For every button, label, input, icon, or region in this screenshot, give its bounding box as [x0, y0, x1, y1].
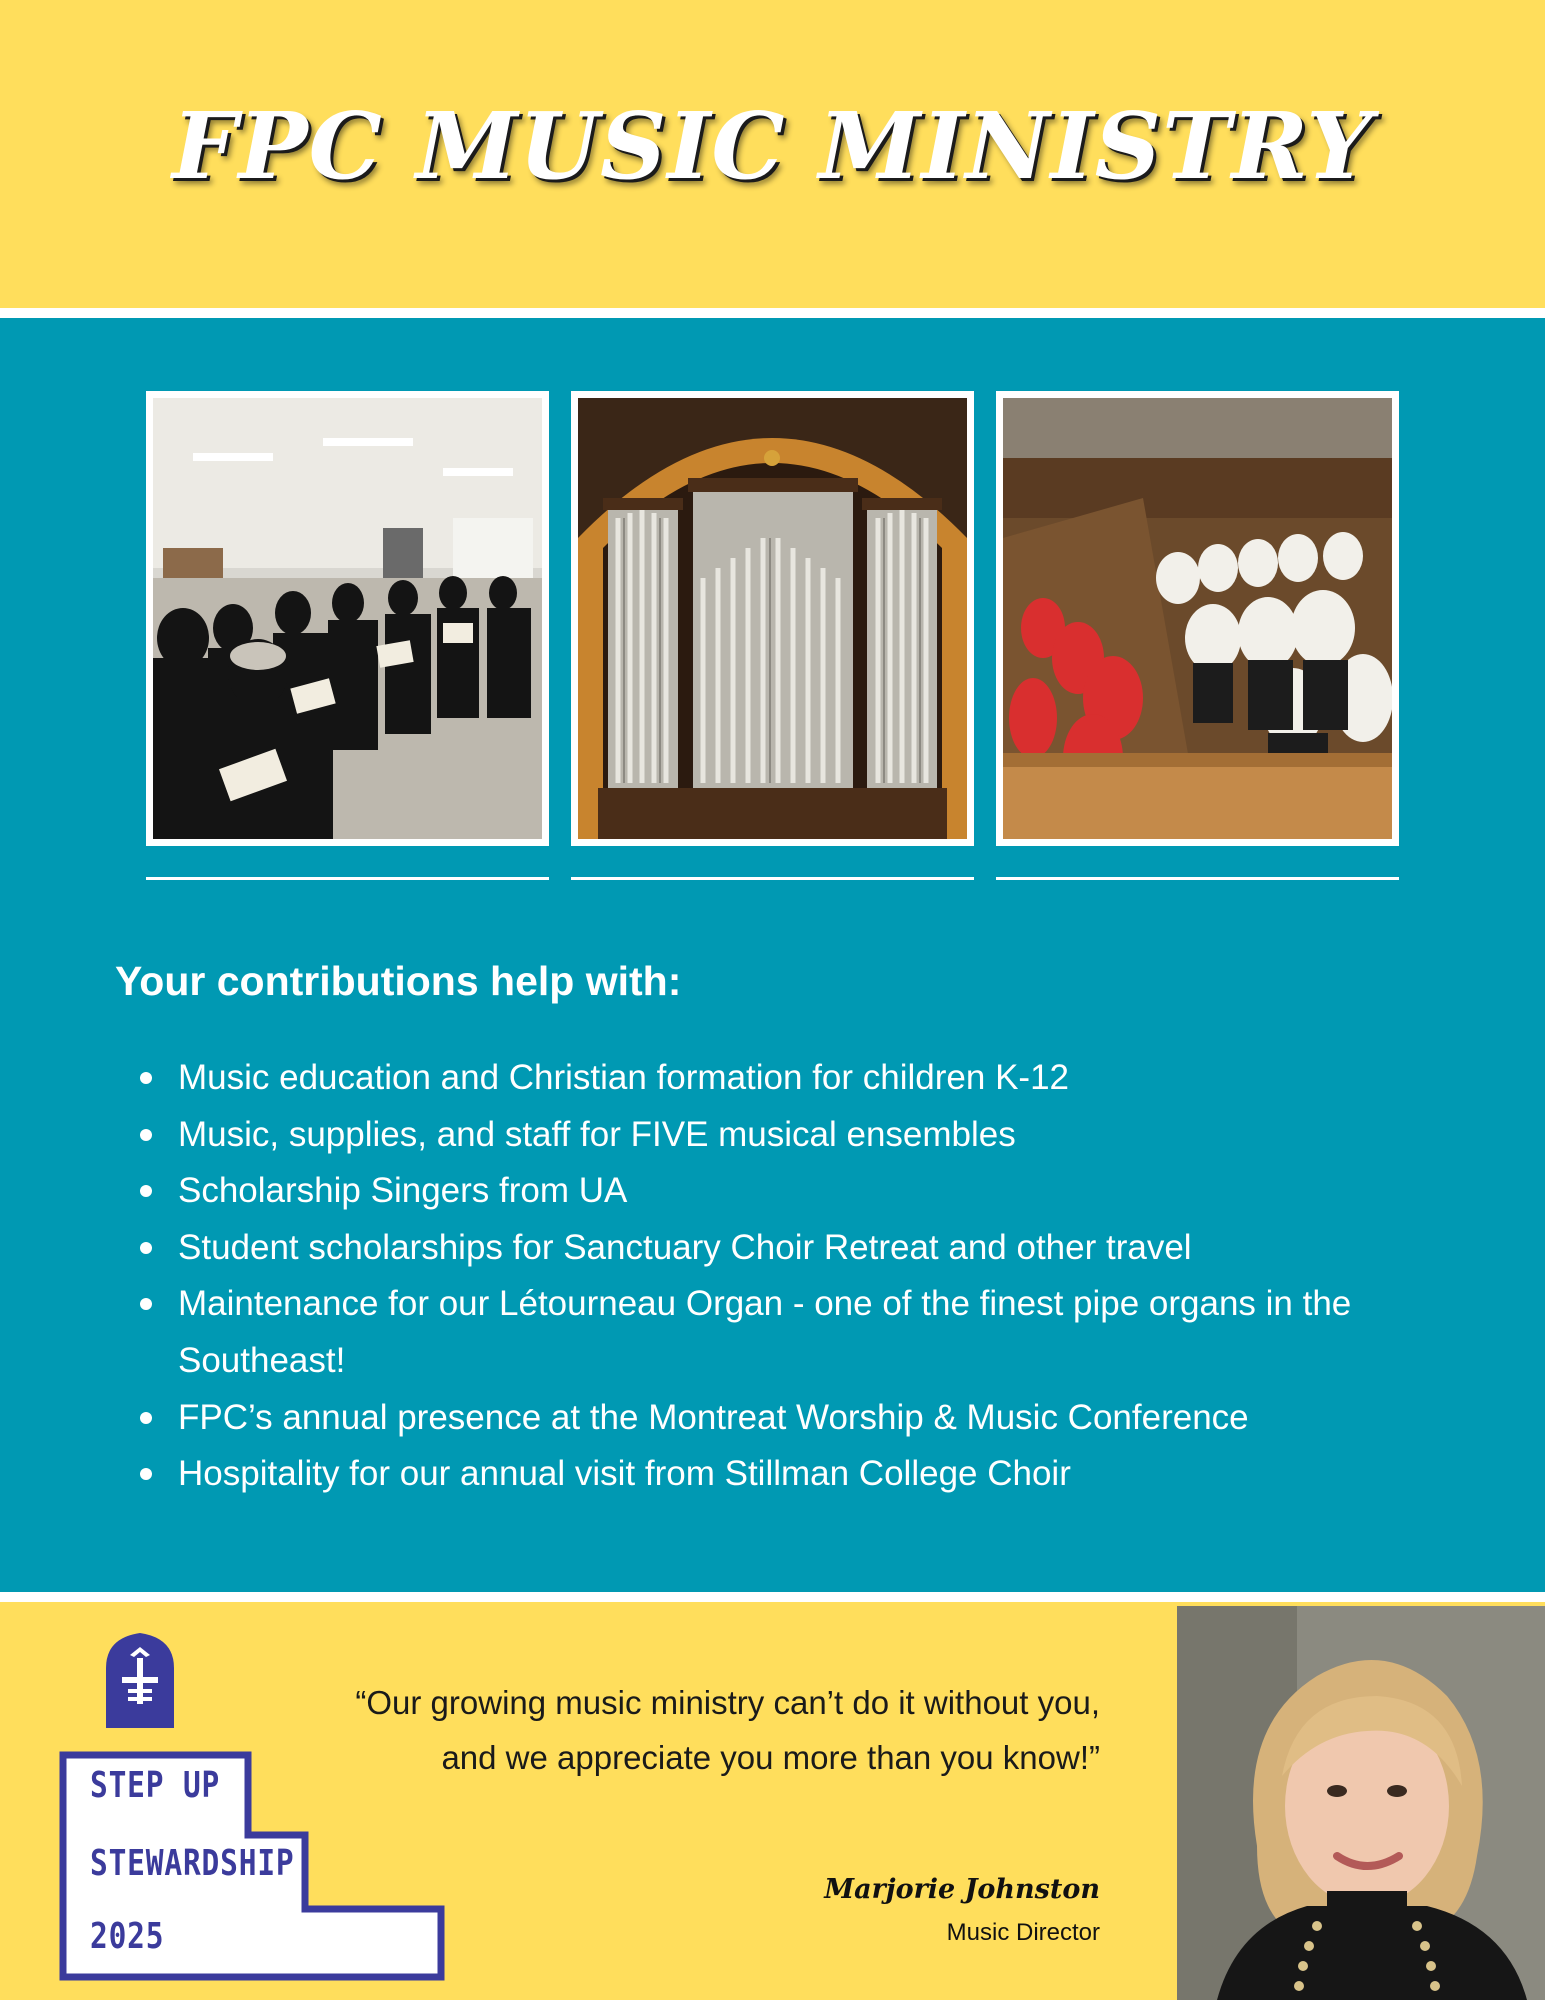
testimonial-role: Music Director [946, 1919, 1100, 1946]
photo-pipe-organ [571, 391, 974, 846]
list-item: Scholarship Singers from UA [130, 1163, 1460, 1220]
campaign-line-1: STEP UP [90, 1765, 221, 1806]
list-item: FPC’s annual presence at the Montreat Worship & Music Conference [130, 1390, 1460, 1447]
contributions-list [130, 1050, 1460, 1503]
list-item: Music, supplies, and staff for FIVE musical ensembles [130, 1107, 1460, 1164]
photo-divider-2 [571, 877, 974, 880]
photo-divider-3 [996, 877, 1399, 880]
contributions-heading: Your contributions help with: [115, 958, 682, 1004]
testimonial-author: Marjorie Johnston [824, 1874, 1100, 1905]
list-item: Hospitality for our annual visit from Stillman College Choir [130, 1446, 1460, 1503]
photo-divider-1 [146, 877, 549, 880]
portrait-image [1177, 1606, 1545, 2000]
photo-robed-choir [996, 391, 1399, 846]
music-director-portrait [1177, 1606, 1545, 2000]
pipe-organ-image [578, 398, 967, 839]
robed-choir-image [1003, 398, 1392, 839]
campaign-line-3: 2025 [90, 1916, 165, 1957]
testimonial-quote: “Our growing music ministry can’t do it without you, and we appreciate you more than you know!” [355, 1684, 1100, 1776]
page-title: FPC MUSIC MINISTRY [172, 92, 1373, 200]
list-item: Music education and Christian formation for children K-12 [130, 1050, 1460, 1107]
list-item: Maintenance for our Létourneau Organ - one of the finest pipe organs in the Southeast! [130, 1276, 1398, 1389]
choir-rehearsal-image [153, 398, 542, 839]
list-item: Student scholarships for Sanctuary Choir Retreat and other travel [130, 1220, 1460, 1277]
photo-choir-rehearsal [146, 391, 549, 846]
campaign-line-2: STEWARDSHIP [90, 1843, 295, 1884]
